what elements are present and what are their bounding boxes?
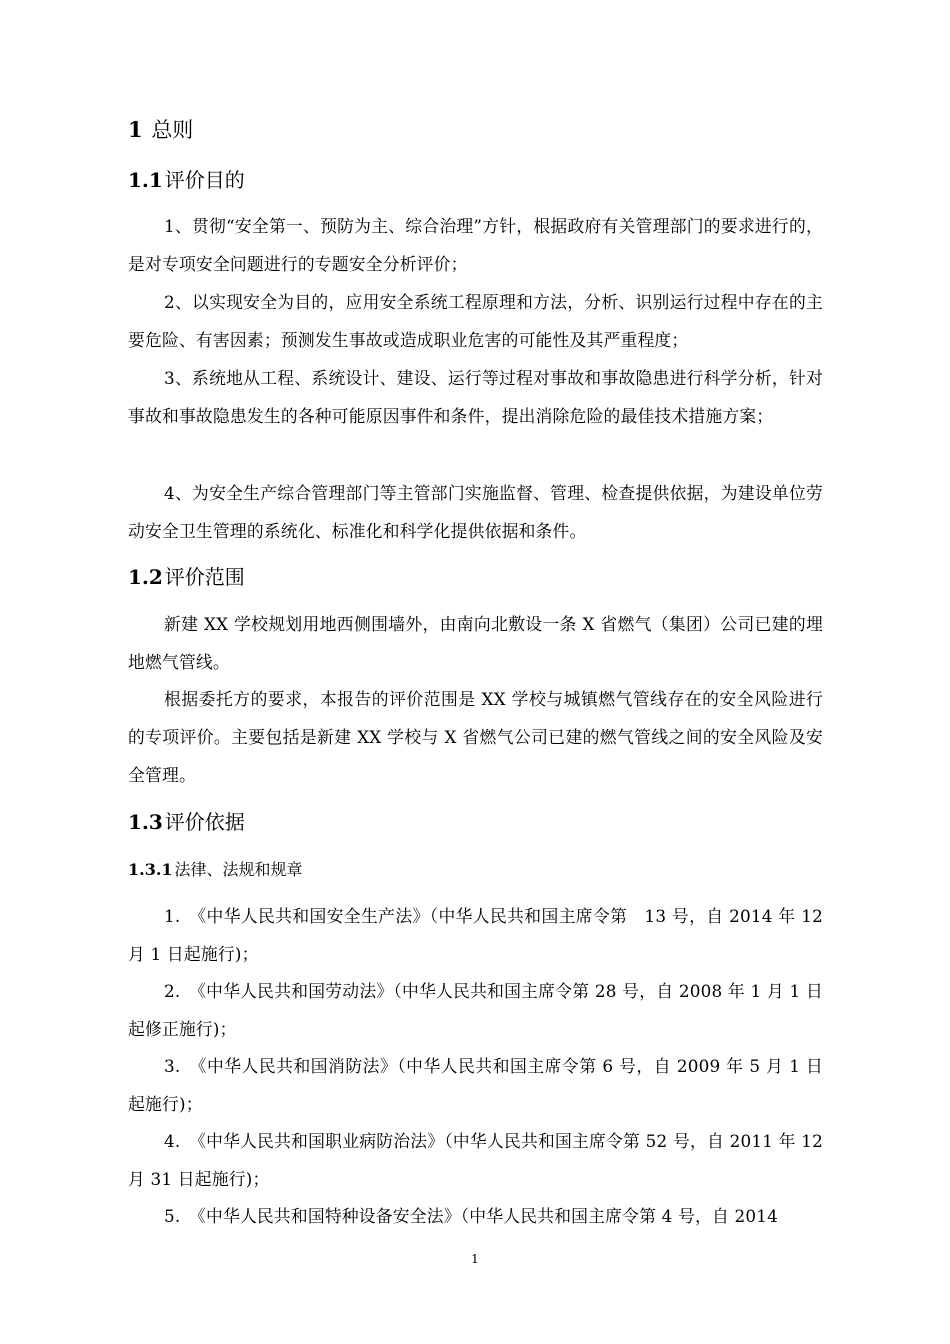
paragraph: 2、以实现安全为目的，应用安全系统工程原理和方法，分析、识别运行过程中存在的主要危险、有害因素；预测发生事故或造成职业危害的可能性及其严重程度； (128, 292, 823, 350)
paragraph: 根据委托方的要求，本报告的评价范围是 XX 学校与城镇燃气管线存在的安全风险进行的专项评价。主要包括是新建 XX 学校与 X 省燃气公司已建的燃气管线之间的安全风险及安全管理。 (128, 689, 823, 785)
section-number: 1.1 (128, 168, 163, 192)
paragraph: 新建 XX 学校规划用地西侧围墙外，由南向北敷设一条 X 省燃气（集团）公司已建的埋地燃气管线。 (128, 614, 823, 672)
section-title: 评价依据 (164, 810, 245, 834)
subsection-heading-1-3-1 (128, 857, 303, 883)
paragraph: 4、为安全生产综合管理部门等主管部门实施监督、管理、检查提供依据，为建设单位劳动安全卫生管理的系统化、标准化和科学化提供依据和条件。 (128, 483, 823, 541)
paragraph: 3、系统地从工程、系统设计、建设、运行等过程对事故和事故隐患进行科学分析，针对事故和事故隐患发生的各种可能原因事件和条件，提出消除危险的最佳技术措施方案； (128, 368, 823, 426)
subsection-number: 1.3.1 (128, 860, 173, 879)
list-item: 2. 《中华人民共和国劳动法》（中华人民共和国主席令第 28 号，自 2008 年 1 月 1 日起修正施行)； (128, 981, 823, 1039)
page-number: 1 (471, 1252, 479, 1266)
list-item: 1. 《中华人民共和国安全生产法》（中华人民共和国主席令第 13 号，自 2014 年 12 月 1 日起施行)； (128, 906, 823, 964)
chapter-heading (128, 114, 193, 146)
section-number: 1.2 (128, 565, 163, 589)
subsection-title: 法律、法规和规章 (174, 860, 303, 879)
section-heading-1-3 (128, 807, 245, 837)
chapter-number: 1 (128, 117, 143, 142)
list-item: 5. 《中华人民共和国特种设备安全法》（中华人民共和国主席令第 4 号，自 2014 (164, 1206, 779, 1226)
section-title: 评价目的 (164, 168, 245, 192)
chapter-title: 总则 (151, 118, 194, 142)
paragraph: 1、贯彻“安全第一、预防为主、综合治理”方针，根据政府有关管理部门的要求进行的，是对专项安全问题进行的专题安全分析评价； (128, 216, 823, 274)
section-heading-1-2 (128, 562, 245, 592)
section-number: 1.3 (128, 810, 163, 834)
list-item: 3. 《中华人民共和国消防法》（中华人民共和国主席令第 6 号，自 2009 年 5 月 1 日起施行)； (128, 1056, 823, 1114)
list-item: 4. 《中华人民共和国职业病防治法》（中华人民共和国主席令第 52 号，自 2011 年 12 月 31 日起施行)； (128, 1131, 823, 1189)
section-title: 评价范围 (164, 565, 245, 589)
section-heading-1-1 (128, 165, 245, 195)
